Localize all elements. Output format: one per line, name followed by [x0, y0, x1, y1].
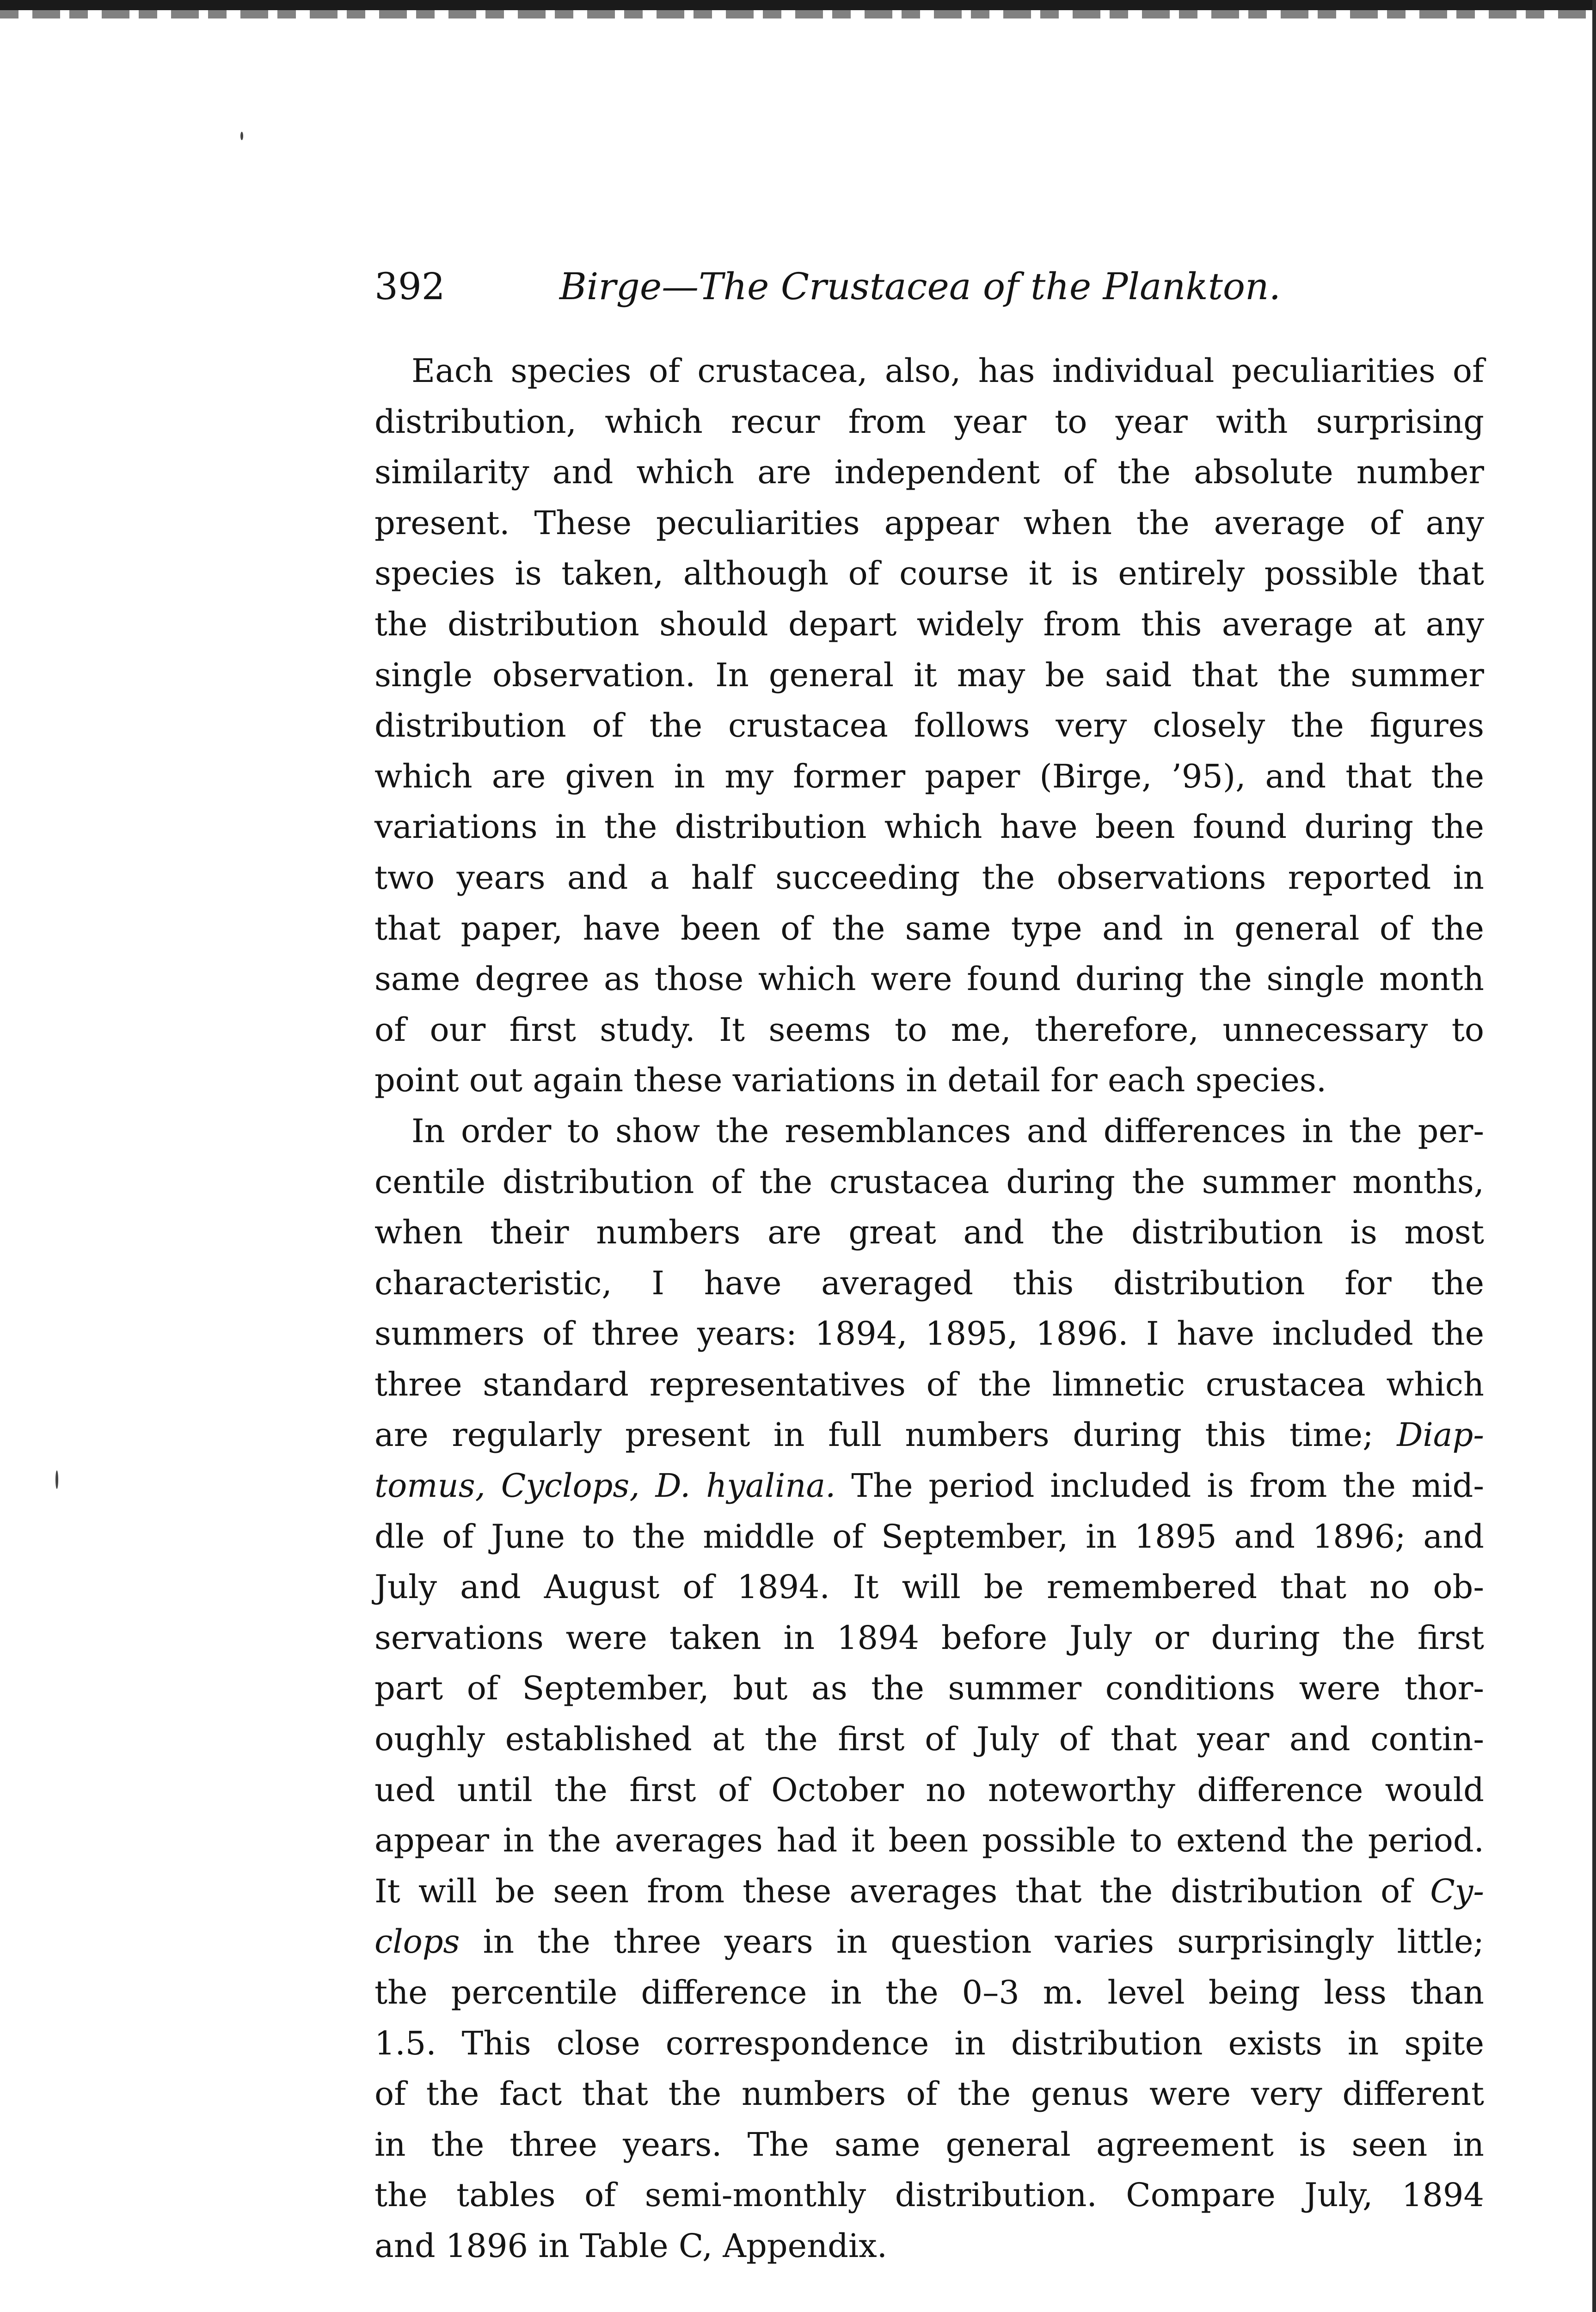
text-line: the tables of semi-monthly distribution. Compare July, 1894: [374, 2176, 1484, 2214]
paragraph-1: [374, 346, 1484, 1106]
text-line: servations were taken in 1894 before July or during the first: [374, 1618, 1484, 1657]
text-line: point out again these variations in detail for each species.: [374, 1061, 1327, 1100]
text-line: in the three years. The same general agreement is seen in: [374, 2125, 1484, 2164]
text-line: In order to show the resemblances and differences in the per-: [411, 1112, 1484, 1150]
text-line: present. These peculiarities appear when the average of any: [374, 504, 1484, 542]
text-line: that paper, have been of the same type and in general of the: [374, 909, 1484, 947]
body-text: [374, 346, 1484, 2272]
text-line: distribution of the crustacea follows very closely the figures: [374, 707, 1484, 745]
text-line: oughly established at the first of July of that year and contin-: [374, 1720, 1484, 1759]
text-line: of our first study. It seems to me, therefore, unnecessary to: [374, 1010, 1484, 1049]
text-line: when their numbers are great and the distribution is most: [374, 1213, 1484, 1252]
running-title: Birge—The Crustacea of the Plankton.: [559, 265, 1281, 308]
text-line: distribution, which recur from year to year with surprising: [374, 402, 1484, 441]
document-page: [374, 259, 1484, 2272]
text-line: part of September, but as the summer conditions were thor-: [374, 1669, 1484, 1708]
text-line: two years and a half succeeding the observations reported in: [374, 858, 1484, 897]
text-line: the percentile difference in the 0–3 m. level being less than: [374, 1974, 1484, 2011]
text-line: of the fact that the numbers of the genus were very different: [374, 2075, 1484, 2113]
paragraph-2: [374, 1106, 1484, 2272]
text-line: centile distribution of the crustacea during the summer months,: [374, 1162, 1484, 1201]
text-line: July and August of 1894. It will be remembered that no ob-: [374, 1568, 1484, 1606]
running-head: [374, 259, 1484, 314]
scan-edge-top: [0, 0, 1596, 10]
text-line: single observation. In general it may be said that the summer: [374, 656, 1484, 694]
text-line: dle of June to the middle of September, in 1895 and 1896; and: [374, 1517, 1484, 1556]
text-line: summers of three years: 1894, 1895, 1896. I have included the: [374, 1315, 1484, 1353]
text-line: same degree as those which were found during the single month: [374, 960, 1484, 998]
text-line: are regularly present in full numbers during this time; Diap-: [374, 1416, 1484, 1454]
page-number: 392: [374, 265, 445, 308]
scan-edge-right: [1592, 0, 1596, 2312]
text-line: appear in the averages had it been possible to extend the period.: [374, 1821, 1484, 1860]
text-line: Each species of crustacea, also, has individual peculiarities of: [411, 352, 1484, 390]
text-line: It will be seen from these averages that the distribution of Cy-: [374, 1872, 1484, 1910]
text-line: characteristic, I have averaged this distribution for the: [374, 1264, 1484, 1302]
scan-speck: [240, 132, 243, 140]
scan-speck: [55, 1470, 58, 1489]
text-line: 1.5. This close correspondence in distribution exists in spite: [374, 2024, 1484, 2062]
text-line: the distribution should depart widely from this average at any: [374, 605, 1484, 643]
text-line: three standard representatives of the limnetic crustacea which: [374, 1365, 1484, 1403]
text-line: and 1896 in Table C, Appendix.: [374, 2226, 888, 2265]
text-line: variations in the distribution which have been found during the: [374, 808, 1484, 846]
text-line: ued until the first of October no noteworthy difference would: [374, 1771, 1484, 1809]
text-line: tomus, Cyclops, D. hyalina. The period included is from the mid-: [374, 1467, 1484, 1505]
text-line: which are given in my former paper (Birge, ’95), and that the: [374, 757, 1484, 795]
text-line: species is taken, although of course it is entirely possible that: [374, 554, 1484, 593]
scan-edge-top-rough: [0, 10, 1596, 18]
text-line: clops in the three years in question varies surprisingly little;: [374, 1923, 1484, 1961]
text-line: similarity and which are independent of the absolute number: [374, 453, 1484, 492]
